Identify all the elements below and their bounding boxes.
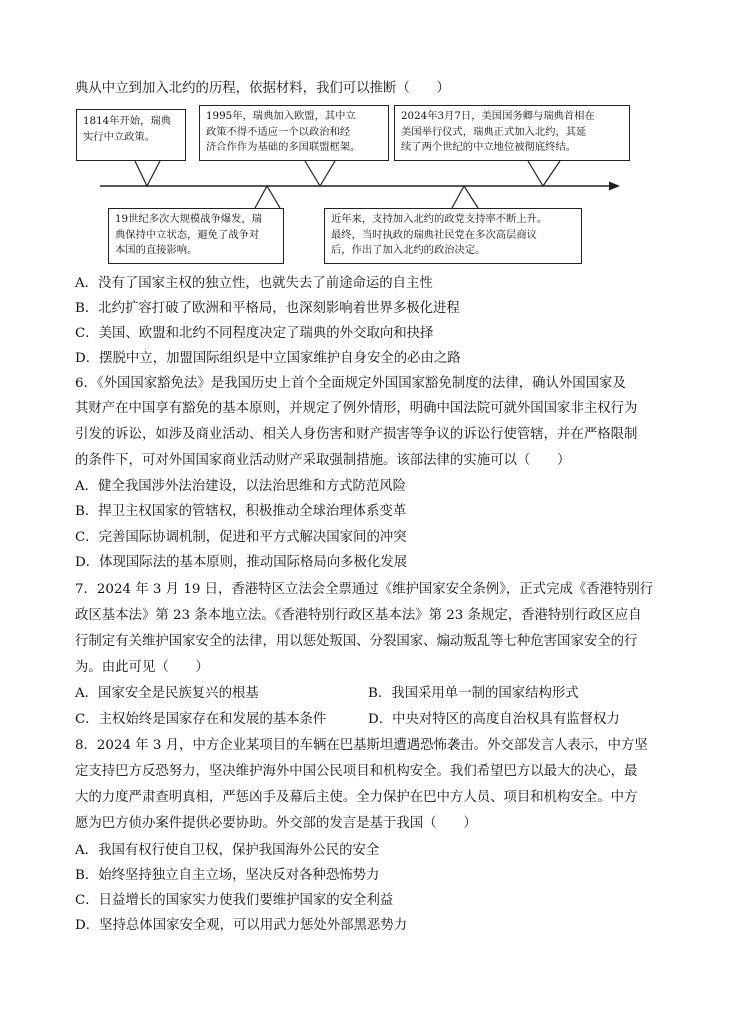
q5-option-b[interactable]: B．北约扩容打破了欧洲和平格局，也深刻影响着世界多极化进程 <box>75 301 460 316</box>
q7-stem-line-1: 7．2024 年 3 月 19 日，香港特区立法会全票通过《维护国家安全条例》，正式完成《香港特别行 <box>75 582 654 597</box>
timeline-box-2024: 2024年3月7日，美国国务卿与瑞典首相在 美国举行仪式，瑞典正式加入北约，其延 续了两个世纪的中立地位被彻底终结。 <box>394 105 630 161</box>
q7-stem-line-4: 为。由此可见（ ） <box>75 660 209 675</box>
callout-tail-19th-century <box>255 186 280 208</box>
q6-stem-line-4: 的条件下，可对外国国家商业活动财产采取强制措施。该部法律的实施可以（ ） <box>75 453 571 468</box>
q7-option-b[interactable]: B．我国采用单一制的国家结构形式 <box>368 686 579 701</box>
q7-stem-line-2: 政区基本法》第 23 条本地立法。《香港特别行政区基本法》第 23 条规定，香港特别行政区应自 <box>75 608 642 623</box>
q6-stem-line-3: 引发的诉讼，如涉及商业活动、相关人身伤害和财产损害等争议的诉讼行使管辖，并在严格限制 <box>75 427 638 442</box>
q5-intro: 典从中立到加入北约的历程，依据材料，我们可以推断（ ） <box>75 81 450 96</box>
q8-stem-line-3: 大的力度严肃查明真相，严惩凶手及幕后主使。全力保护在巴中方人员、项目和机构安全。中方 <box>75 790 638 805</box>
q7-option-d[interactable]: D．中央对特区的高度自治权具有监督权力 <box>368 712 620 727</box>
q8-stem-line-1: 8．2024 年 3 月，中方企业某项目的车辆在巴基斯坦遭遇恐怖袭击。外交部发言人表示，中方坚 <box>75 738 648 753</box>
timeline-arrowhead <box>609 182 620 191</box>
q8-stem-line-4: 愿为巴方侦办案件提供必要协助。外交部的发言是基于我国（ ） <box>75 816 477 831</box>
q8-option-c[interactable]: C．日益增长的国家实力使我们要维护国家的安全利益 <box>75 893 394 908</box>
q6-option-d[interactable]: D．体现国际法的基本原则，推动国际格局向多极化发展 <box>75 555 408 570</box>
q7-stem-line-3: 行制定有关维护国家安全的法律，用以惩处叛国、分裂国家、煽动叛乱等七种危害国家安全的行 <box>75 634 638 649</box>
q6-option-a[interactable]: A．健全我国涉外法治建设，以法治思维和方式防范风险 <box>75 479 407 494</box>
timeline-box-19th-century: 19世纪多次大规模战争爆发，瑞 典保持中立状态，避免了战争对 本国的直接影响。 <box>108 208 284 264</box>
q6-stem-line-2: 其财产在中国享有豁免的基本原则，并规定了例外情形，明确中国法院可就外国国家非主权行为 <box>75 401 638 416</box>
timeline-box-recent-years: 近年来，支持加入北约的政党支持率不断上升。 最终，当时执政的瑞典社民党在多次高层商议 后，作出了加入北约的政治决定。 <box>324 208 582 264</box>
q6-option-b[interactable]: B．捍卫主权国家的管辖权，积极推动全球治理体系变革 <box>75 504 407 519</box>
callout-tail-recent-years <box>452 186 478 208</box>
q6-option-c[interactable]: C．完善国际协调机制，促进和平方式解决国家间的冲突 <box>75 530 407 545</box>
q7-option-a[interactable]: A．国家安全是民族复兴的根基 <box>75 686 259 701</box>
callout-tail-1814 <box>135 161 160 186</box>
timeline-box-1995: 1995年，瑞典加入欧盟，其中立 政策不得不适应一个以政治和经 济合作作为基础的多国联盟框架。 <box>199 105 389 161</box>
q8-stem-line-2: 定支持巴方反恐努力，坚决维护海外中国公民项目和机构安全。我们希望巴方以最大的决心，最 <box>75 764 638 779</box>
q8-option-d[interactable]: D．坚持总体国家安全观，可以用武力惩处外部黑恶势力 <box>75 918 408 933</box>
q5-option-d[interactable]: D．摆脱中立，加盟国际组织是中立国家维护自身安全的必由之路 <box>75 351 461 366</box>
callout-tail-2024 <box>528 161 560 186</box>
q6-stem-line-1: 6．《外国国家豁免法》是我国历史上首个全面规定外国国家豁免制度的法律，确认外国国家及 <box>75 376 626 391</box>
q8-option-a[interactable]: A．我国有权行使自卫权，保护我国海外公民的安全 <box>75 843 380 858</box>
q7-option-c[interactable]: C．主权始终是国家存在和发展的基本条件 <box>75 712 327 727</box>
q5-option-a[interactable]: A．没有了国家主权的独立性，也就失去了前途命运的自主性 <box>75 276 433 291</box>
callout-tail-1995 <box>305 161 335 186</box>
q5-option-c[interactable]: C．美国、欧盟和北约不同程度决定了瑞典的外交取向和抉择 <box>75 326 434 341</box>
q8-option-b[interactable]: B．始终坚持独立自主立场，坚决反对各种恐怖势力 <box>75 868 380 883</box>
timeline-box-1814: 1814年开始，瑞典 实行中立政策。 <box>76 109 186 161</box>
